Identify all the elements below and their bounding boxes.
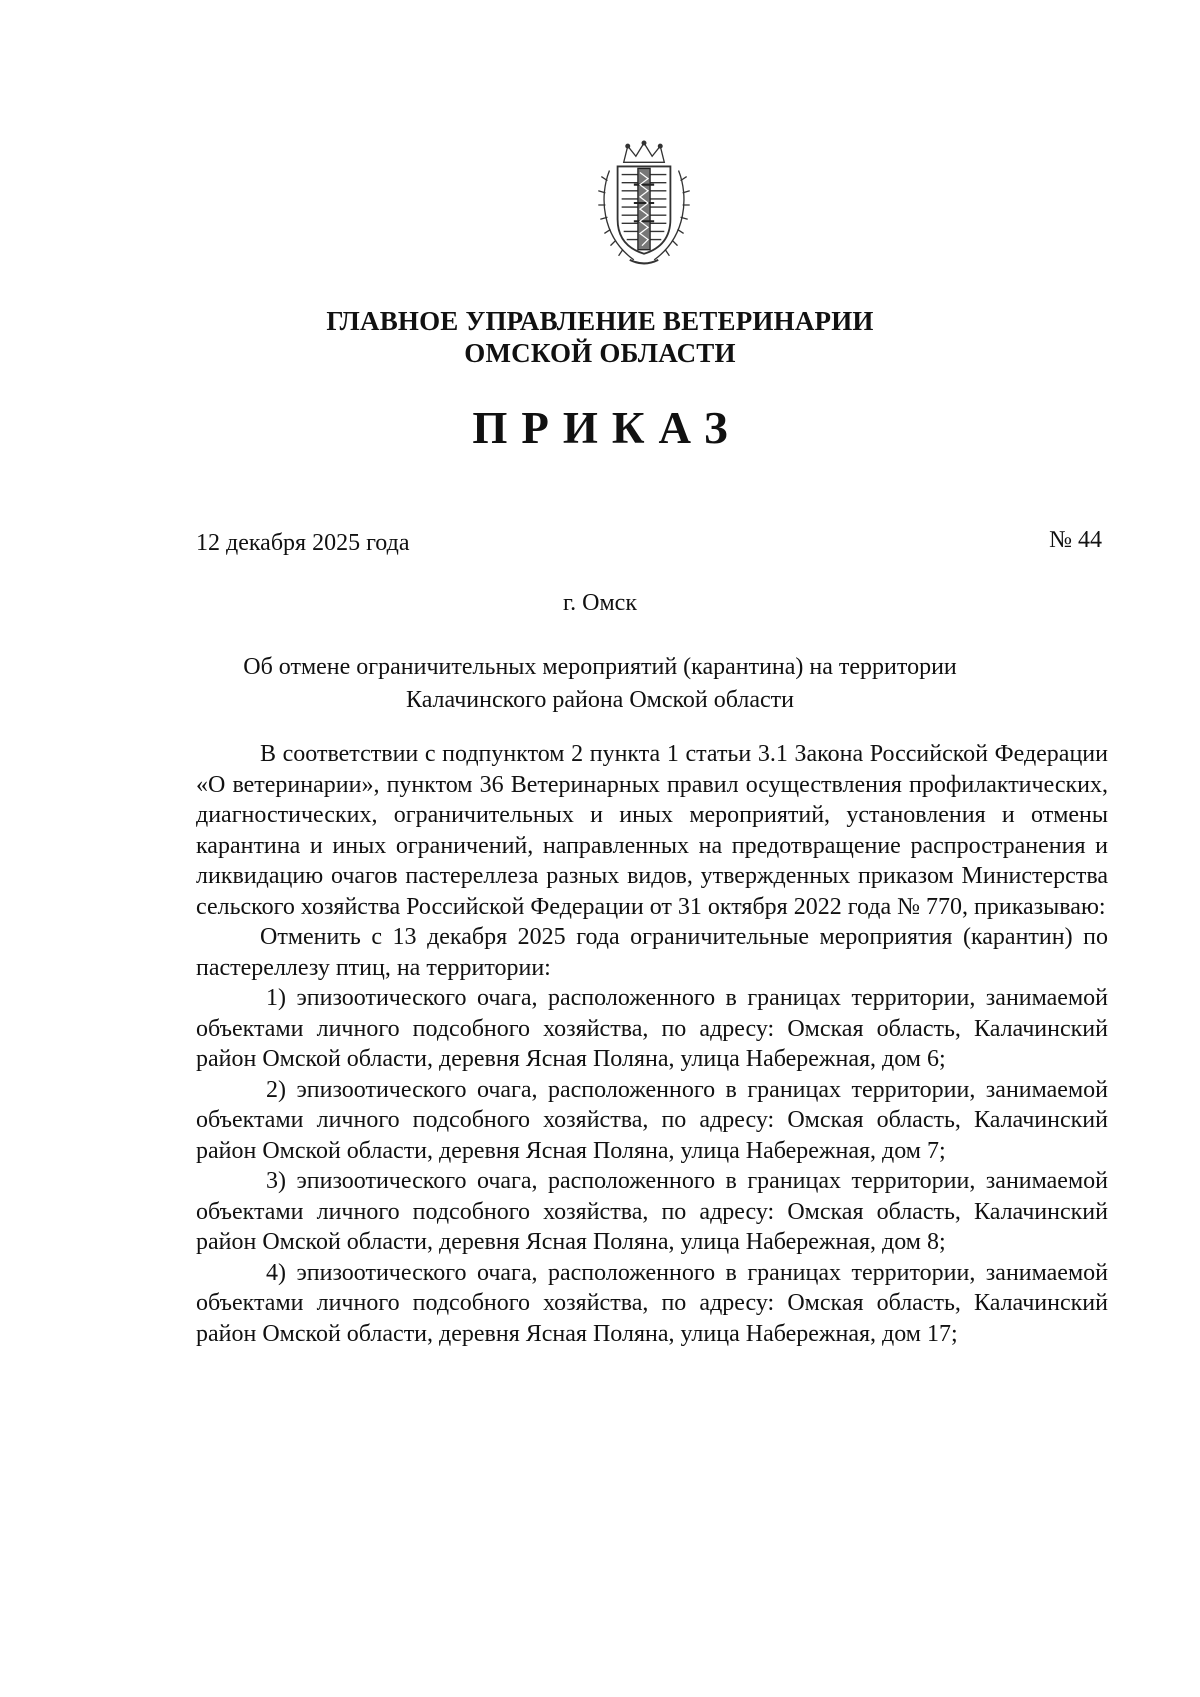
order-date: 12 декабря 2025 года bbox=[196, 530, 410, 556]
order-paragraph: Отменить с 13 декабря 2025 года ограничительные мероприятия (карантин) по пастереллезу птиц, на территории: bbox=[196, 924, 1108, 981]
order-body bbox=[196, 739, 1108, 1349]
subject-line-1: Об отмене ограничительных мероприятий (карантина) на территории bbox=[243, 654, 957, 680]
omsk-coat-of-arms-icon bbox=[593, 140, 695, 268]
preamble-paragraph: В соответствии с подпунктом 2 пункта 1 статьи 3.1 Закона Российской Федерации «О ветеринарии», пунктом 36 Ветеринарных правил осуществления профилактических, диагностических, ограничительных и иных мероприятий, установления и отмены карантина и иных ограничений, направленных на предотвращение распространения и ликвидацию очагов пастереллеза разных видов, утвержденных приказом Министерства сельского хозяйства Российской Федерации от 31 октября 2022 года № 770, приказываю: bbox=[196, 741, 1108, 920]
list-item: 3) эпизоотического очага, расположенного в границах территории, занимаемой объектами личного подсобного хозяйства, по адресу: Омская область, Калачинский район Омской области, деревня Ясная Поляна, улица Набережная, дом 8; bbox=[196, 1168, 1108, 1255]
document-type-title: ПРИКАЗ bbox=[472, 403, 742, 453]
order-subject bbox=[0, 651, 1200, 717]
agency-name-line2: ОМСКОЙ ОБЛАСТИ bbox=[464, 338, 736, 368]
list-item: 1) эпизоотического очага, расположенного в границах территории, занимаемой объектами личного подсобного хозяйства, по адресу: Омская область, Калачинский район Омской области, деревня Ясная Поляна, улица Набережная, дом 6; bbox=[196, 985, 1108, 1072]
list-item: 2) эпизоотического очага, расположенного в границах территории, занимаемой объектами личного подсобного хозяйства, по адресу: Омская область, Калачинский район Омской области, деревня Ясная Поляна, улица Набережная, дом 7; bbox=[196, 1076, 1108, 1164]
issue-city: г. Омск bbox=[563, 590, 637, 616]
agency-name-line1: ГЛАВНОЕ УПРАВЛЕНИЕ ВЕТЕРИНАРИИ bbox=[326, 306, 874, 336]
list-item: 4) эпизоотического очага, расположенного в границах территории, занимаемой объектами личного подсобного хозяйства, по адресу: Омская область, Калачинский район Омской области, деревня Ясная Поляна, улица Набережная, дом 17; bbox=[196, 1259, 1108, 1347]
order-number: № 44 bbox=[1049, 527, 1102, 553]
subject-line-2: Калачинского района Омской области bbox=[406, 687, 794, 713]
